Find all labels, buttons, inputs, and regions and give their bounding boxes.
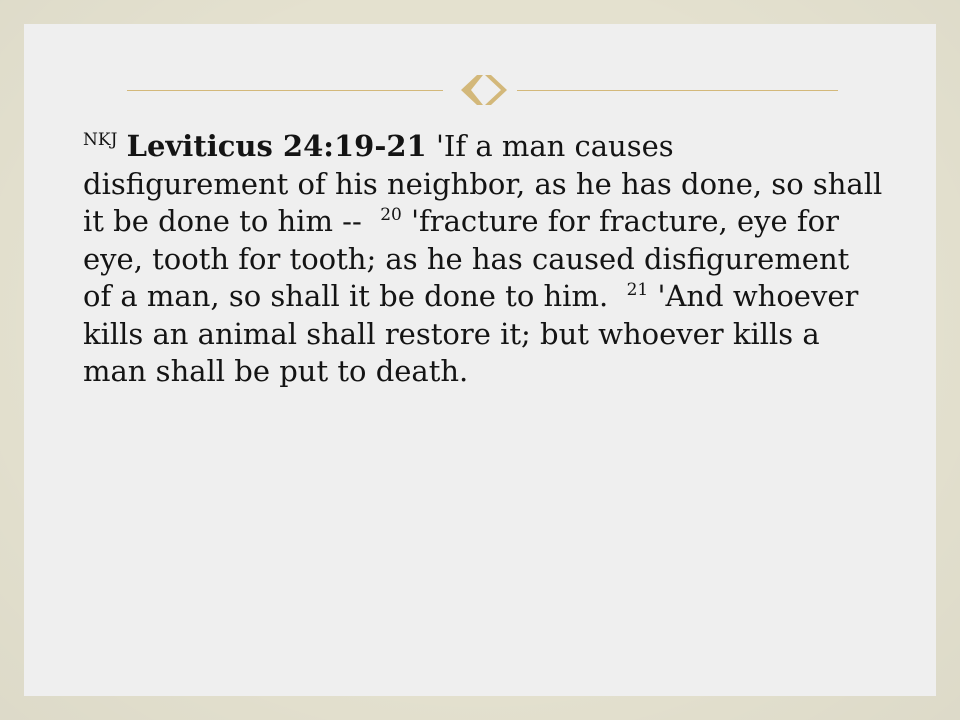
verse-21-text: 'And whoever kills an animal shall restore it; but whoever kills a man shall be put to death.	[83, 279, 868, 388]
verse-20-text: 'fracture for fracture, eye for eye, tooth for tooth; as he has caused disfigurement of a man, so shall it be done to him.	[83, 204, 859, 313]
header-rule-left	[127, 90, 443, 91]
verse-21-number: 21	[626, 280, 649, 300]
header-rule-right	[517, 90, 838, 91]
verse-19-text: 'If a man causes disfigurement of his neighbor, as he has done, so shall it be done to him --	[83, 129, 892, 238]
scripture-passage	[83, 128, 892, 391]
verse-20-number: 20	[380, 205, 402, 225]
scripture-reference: Leviticus 24:19-21	[126, 129, 427, 163]
quote-ornament-icon	[447, 65, 519, 115]
version-abbreviation: NKJ	[83, 130, 118, 150]
